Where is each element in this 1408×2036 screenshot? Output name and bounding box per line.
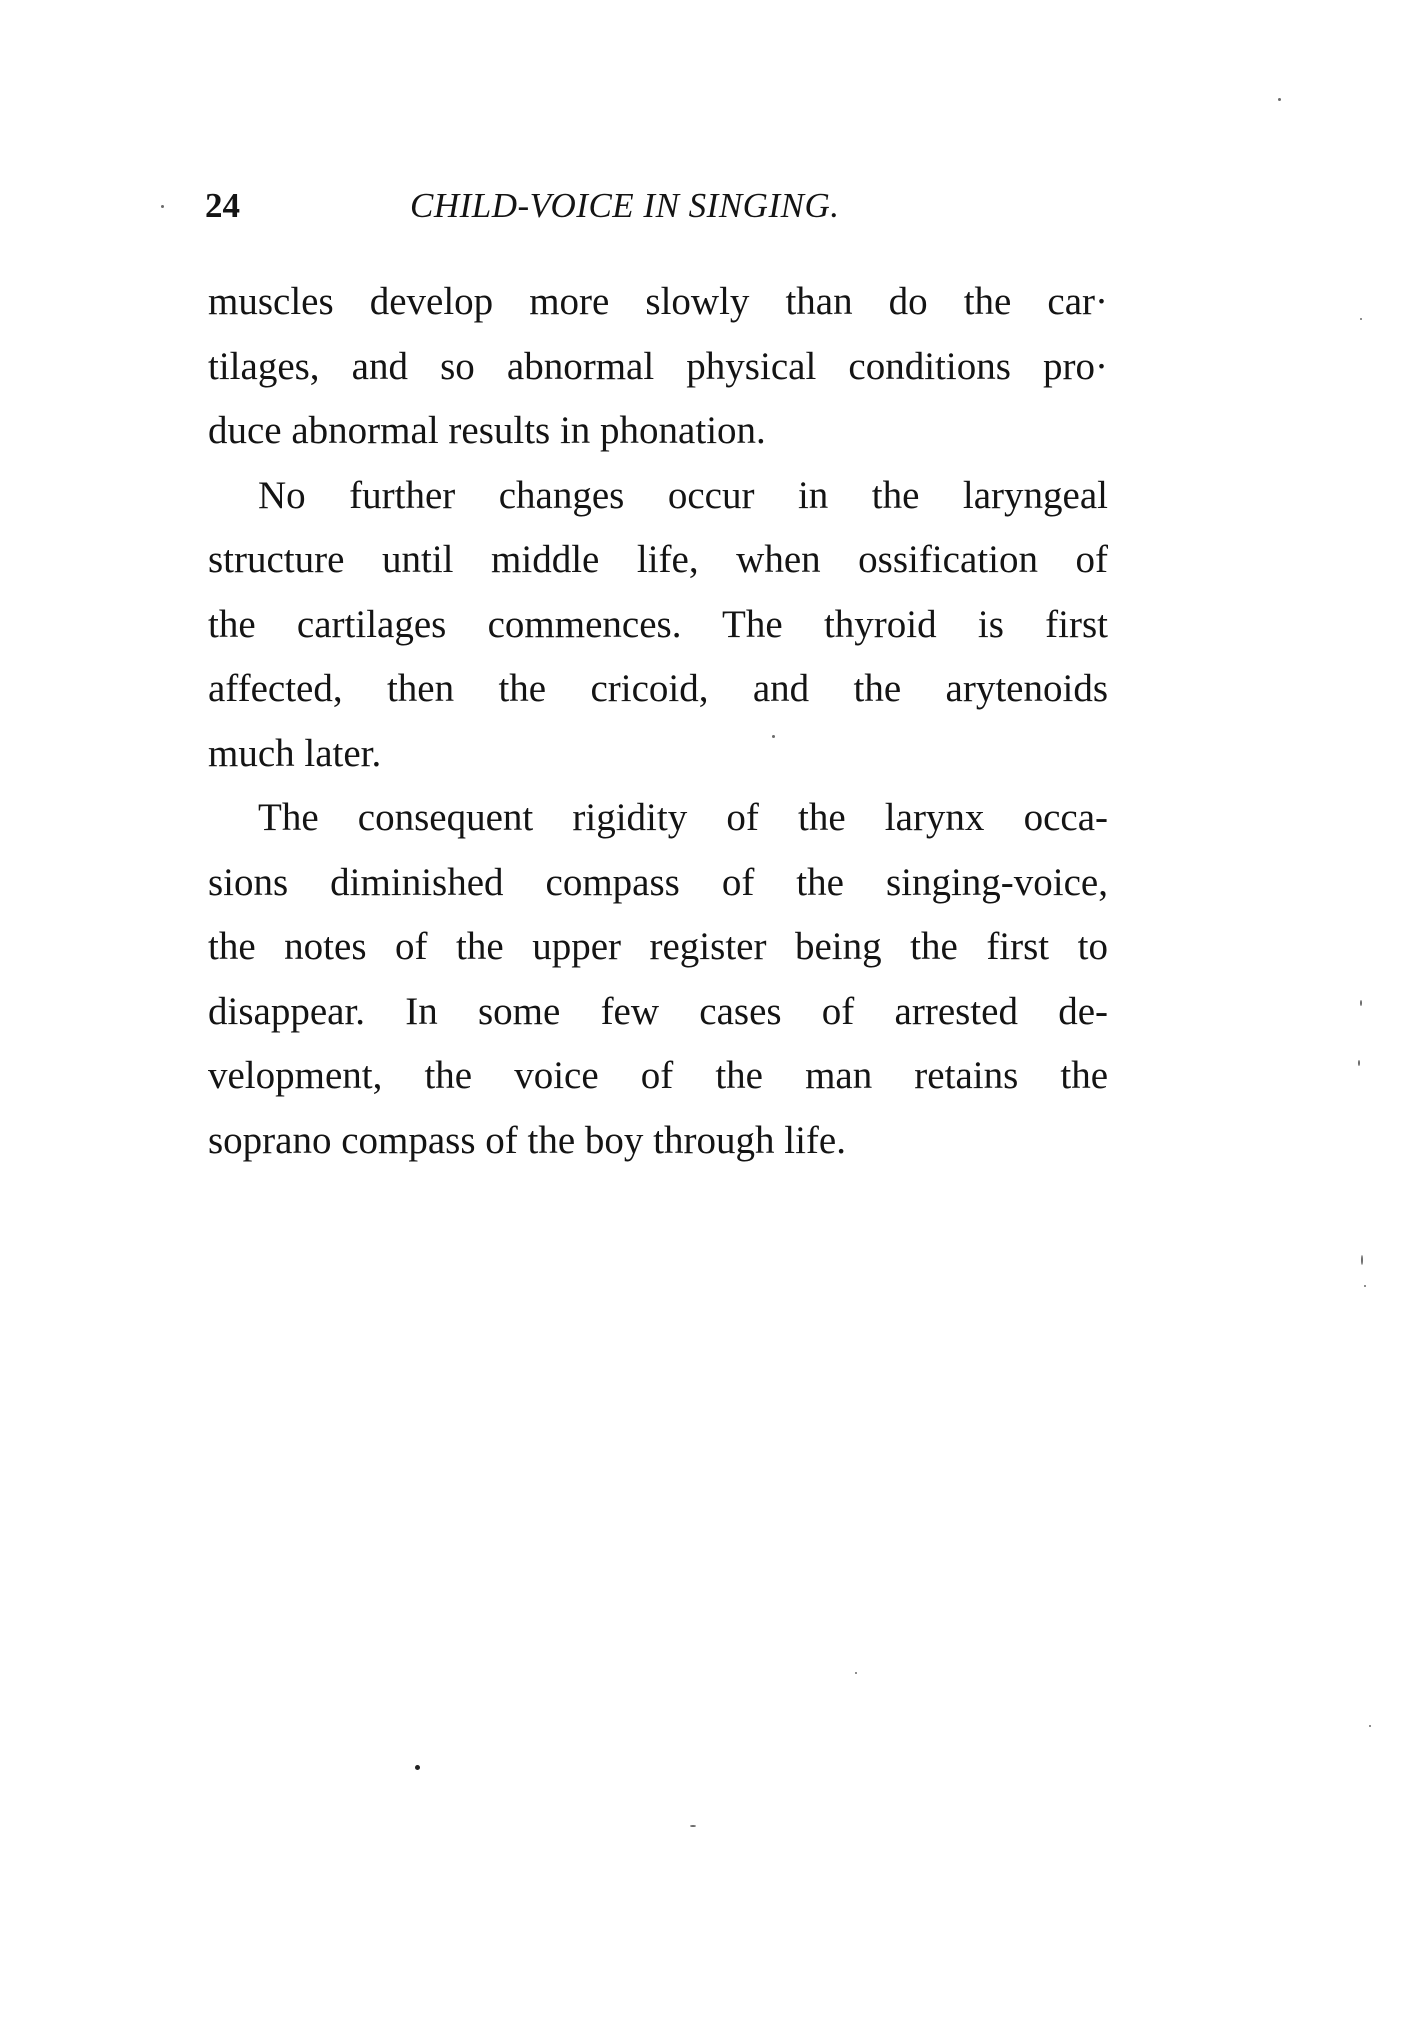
text-line: the cartilages commences. The thyroid is first <box>208 602 1108 646</box>
text-line: sions diminished compass of the singing-voice, <box>208 860 1108 904</box>
scan-speck <box>1360 1000 1362 1006</box>
text-line: much later. <box>208 731 382 775</box>
text-line: No further changes occur in the laryngeal <box>258 473 1108 517</box>
scan-speck <box>1369 1725 1371 1727</box>
paragraph-2 <box>208 464 1108 787</box>
scan-speck <box>1278 98 1281 101</box>
scan-speck <box>1364 1285 1366 1287</box>
running-title: CHILD-VOICE IN SINGING. <box>410 186 840 225</box>
text-line: duce abnormal results in phonation. <box>208 409 766 452</box>
scan-speck <box>690 1825 696 1827</box>
paragraph-1 <box>208 270 1108 464</box>
scan-speck <box>855 1672 857 1674</box>
text-line: soprano compass of the boy through life. <box>208 1118 846 1162</box>
running-head <box>205 186 1105 234</box>
scan-speck <box>1358 1060 1360 1066</box>
scan-speck <box>415 1765 420 1770</box>
text-line: the notes of the upper register being the first to <box>208 925 1108 968</box>
text-line: affected, then the cricoid, and the arytenoids <box>208 667 1108 710</box>
text-line: The consequent rigidity of the larynx occa- <box>258 796 1108 839</box>
scan-speck <box>772 735 775 738</box>
scan-speck <box>1360 318 1362 320</box>
text-line: tilages, and so abnormal physical conditions pro· <box>208 344 1108 388</box>
paragraph-3 <box>208 786 1108 1173</box>
scan-speck <box>1361 1255 1363 1265</box>
body-text <box>208 270 1108 1173</box>
text-line: structure until middle life, when ossification of <box>208 538 1108 581</box>
text-line: disappear. In some few cases of arrested de- <box>208 989 1108 1033</box>
scan-speck <box>161 205 164 208</box>
page-number: 24 <box>205 186 240 225</box>
text-line: muscles develop more slowly than do the car· <box>208 280 1108 323</box>
text-line: velopment, the voice of the man retains the <box>208 1054 1108 1097</box>
